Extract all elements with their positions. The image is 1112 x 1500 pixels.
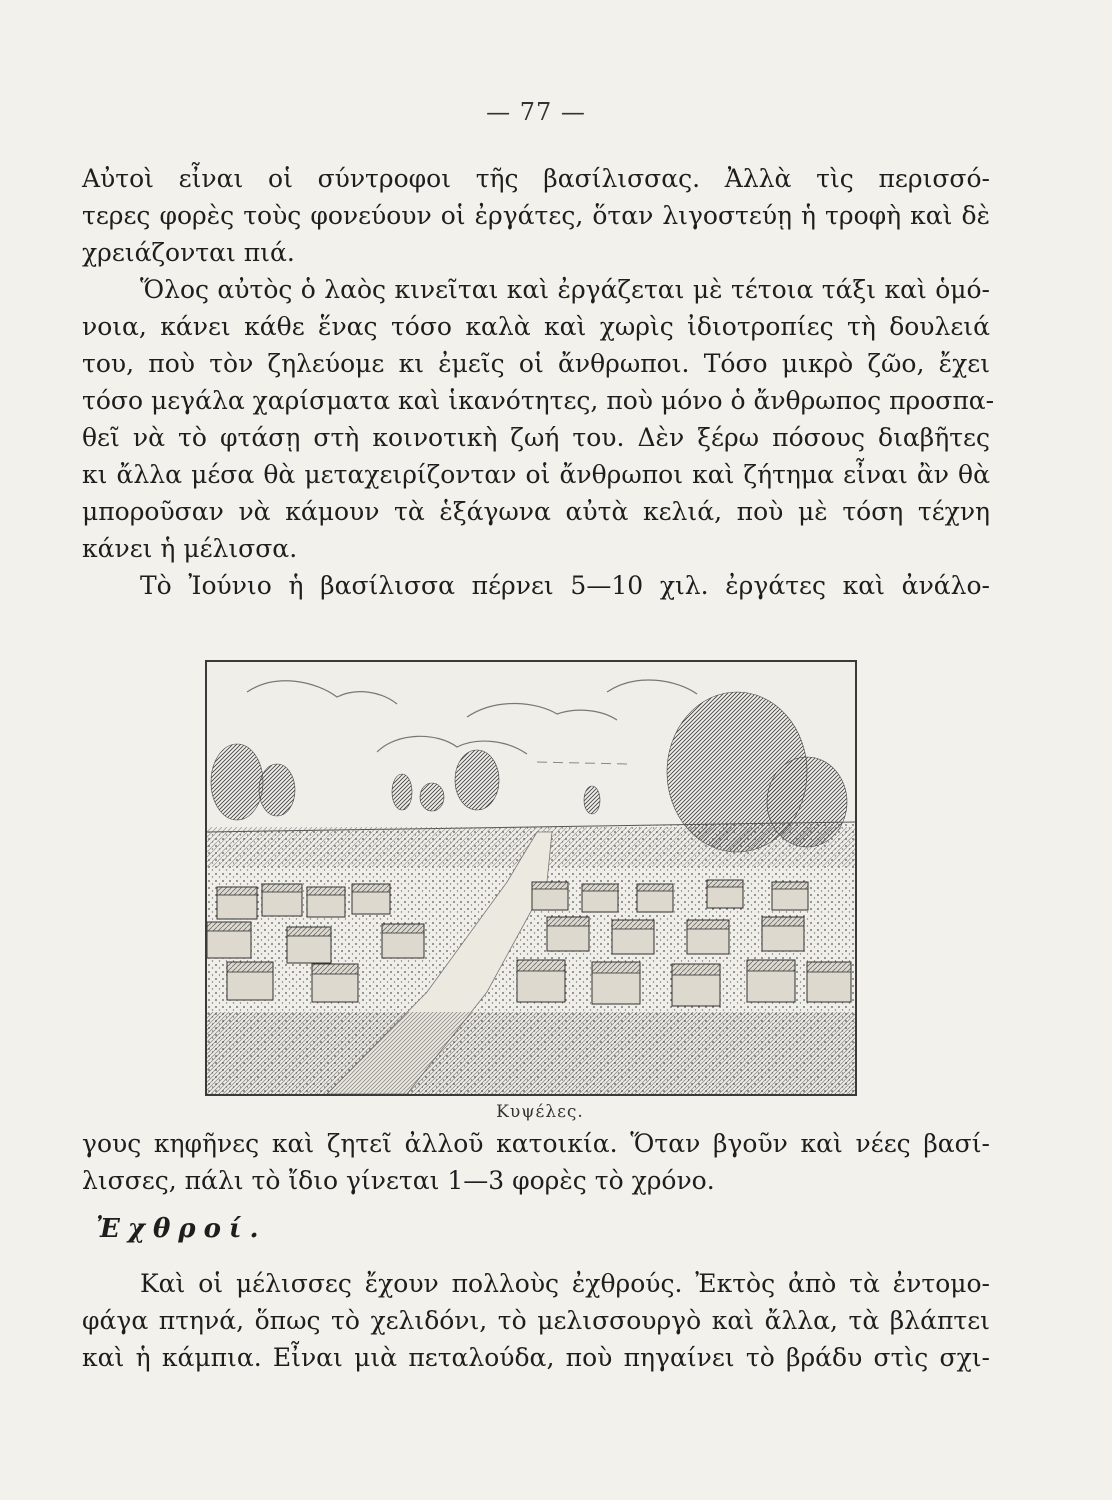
section-heading: Ἐχθροί.	[96, 1214, 267, 1244]
page-number: — 77 —	[486, 98, 586, 126]
beehives-engraving	[207, 662, 855, 1094]
text-line: Καὶ οἱ μέλισσες ἔχουν πολλοὺς ἐχθρούς. Ἐκτὸς ἀπὸ τὰ ἐντομο-	[140, 1269, 990, 1298]
text-line: τερες φορὲς τοὺς φονεύουν οἱ ἐργάτες, ὅταν λιγοστεύῃ ἡ τροφὴ καὶ δὲ	[82, 201, 990, 230]
main-text-bottom	[82, 1265, 990, 1376]
text-line: λισσες, πάλι τὸ ἴδιο γίνεται 1—3 φορὲς τὸ χρόνο.	[82, 1166, 715, 1195]
text-line: μποροῦσαν νὰ κάμουν τὰ ἑξάγωνα αὐτὰ κελιά, ποὺ μὲ τόση τέχνη	[82, 497, 990, 526]
text-line: Ὅλος αὐτὸς ὁ λαὸς κινεῖται καὶ ἐργάζεται μὲ τέτοια τάξι καὶ ὁμό-	[140, 275, 990, 304]
text-line: Τὸ Ἰούνιο ἡ βασίλισσα πέρνει 5—10 χιλ. ἐργάτες καὶ ἀνάλο-	[140, 571, 990, 600]
text-line: τόσο μεγάλα χαρίσματα καὶ ἱκανότητες, ποὺ μόνο ὁ ἄνθρωπος προσπα-	[82, 386, 995, 415]
text-line: Αὐτοὶ εἶναι οἱ σύντροφοι τῆς βασίλισσας. Ἀλλὰ τὶς περισσό-	[82, 164, 990, 193]
text-line: καὶ ἡ κάμπια. Εἶναι μιὰ πεταλούδα, ποὺ πηγαίνει τὸ βράδυ στὶς σχι-	[82, 1343, 990, 1372]
main-text-middle	[82, 1125, 990, 1199]
text-line: κάνει ἡ μέλισσα.	[82, 534, 298, 563]
main-text-top	[82, 160, 995, 604]
text-line: γους κηφῆνες καὶ ζητεῖ ἀλλοῦ κατοικία. Ὅταν βγοῦν καὶ νέες βασί-	[82, 1129, 990, 1158]
text-line: κι ἄλλα μέσα θὰ μεταχειρίζονταν οἱ ἄνθρωποι καὶ ζήτημα εἶναι ἂν θὰ	[82, 460, 990, 489]
figure-caption: Κυψέλες.	[496, 1102, 584, 1122]
beehives-illustration	[205, 660, 857, 1096]
text-line: του, ποὺ τὸν ζηλεύομε κι ἐμεῖς οἱ ἄνθρωποι. Τόσο μικρὸ ζῶο, ἔχει	[82, 349, 990, 378]
text-line: θεῖ νὰ τὸ φτάσῃ στὴ κοινοτικὴ ζωή του. Δὲν ξέρω πόσους διαβῆτες	[82, 423, 990, 452]
text-line: χρειάζονται πιά.	[82, 238, 295, 267]
text-line: φάγα πτηνά, ὅπως τὸ χελιδόνι, τὸ μελισσουργὸ καὶ ἄλλα, τὰ βλάπτει	[82, 1306, 990, 1335]
text-line: νοια, κάνει κάθε ἕνας τόσο καλὰ καὶ χωρὶς ἰδιοτροπίες τὴ δουλειά	[82, 312, 990, 341]
